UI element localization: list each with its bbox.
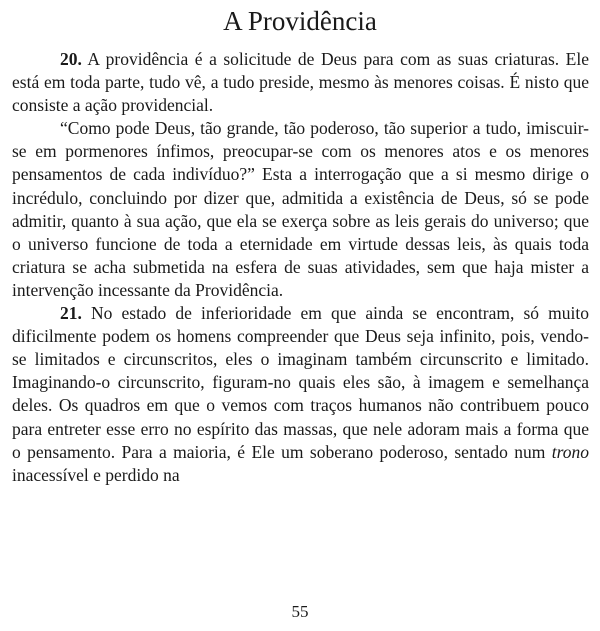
- paragraph-quote: [12, 117, 589, 302]
- page-title: A Providência: [223, 6, 377, 36]
- paragraph-text: A providência é a solicitude de Deus para com as suas criaturas. Ele está em toda parte, tudo vê, a tudo preside, mesmo às menores coisas. É nisto que consiste a ação providencial.: [12, 49, 589, 116]
- paragraph-number: 20.: [60, 49, 82, 69]
- paragraph-number: 21.: [60, 303, 82, 324]
- paragraph-20: [12, 48, 589, 117]
- body-text: [12, 48, 589, 487]
- italic-term: trono: [551, 441, 589, 462]
- page-number: 55: [291, 602, 309, 621]
- paragraph-text: No estado de inferioridade em que ainda se encontram, só muito dificilmente podem os homens compreender que Deus seja infinito, pois, vendo-se limitados e circunscritos, eles o imaginam também circunscrito e limitado. Imaginando-o circunscrito, figuram-no quais eles são, à imagem e semelhança deles. Os quadros em que o vemos com traços humanos não contribuem pouco para entreter esse erro no espírito das massas, que nele adoram mais a forma que o pensamento. Para a maioria, é Ele um soberano poderoso, sentado num: [12, 303, 589, 462]
- paragraph-21: [12, 302, 589, 487]
- paragraph-text-end: inacessível e perdido na: [12, 464, 180, 485]
- paragraph-text: “Como pode Deus, tão grande, tão poderoso, tão superior a tudo, imiscuir-se em pormenores ínfimos, preocupar-se com os menores atos e os menores pensamentos de cada indivíduo?” Esta a interrogação que a si mesmo dirige o incrédulo, concluindo por dizer que, admitida a existência de Deus, só se pode admitir, quanto à sua ação, que ela se exerça sobre as leis gerais do universo; que o universo funcione de toda a eternidade em virtude dessas leis, às quais toda criatura se acha submetida na esfera de suas atividades, sem que haja mister a intervenção incessante da Providência.: [12, 118, 589, 300]
